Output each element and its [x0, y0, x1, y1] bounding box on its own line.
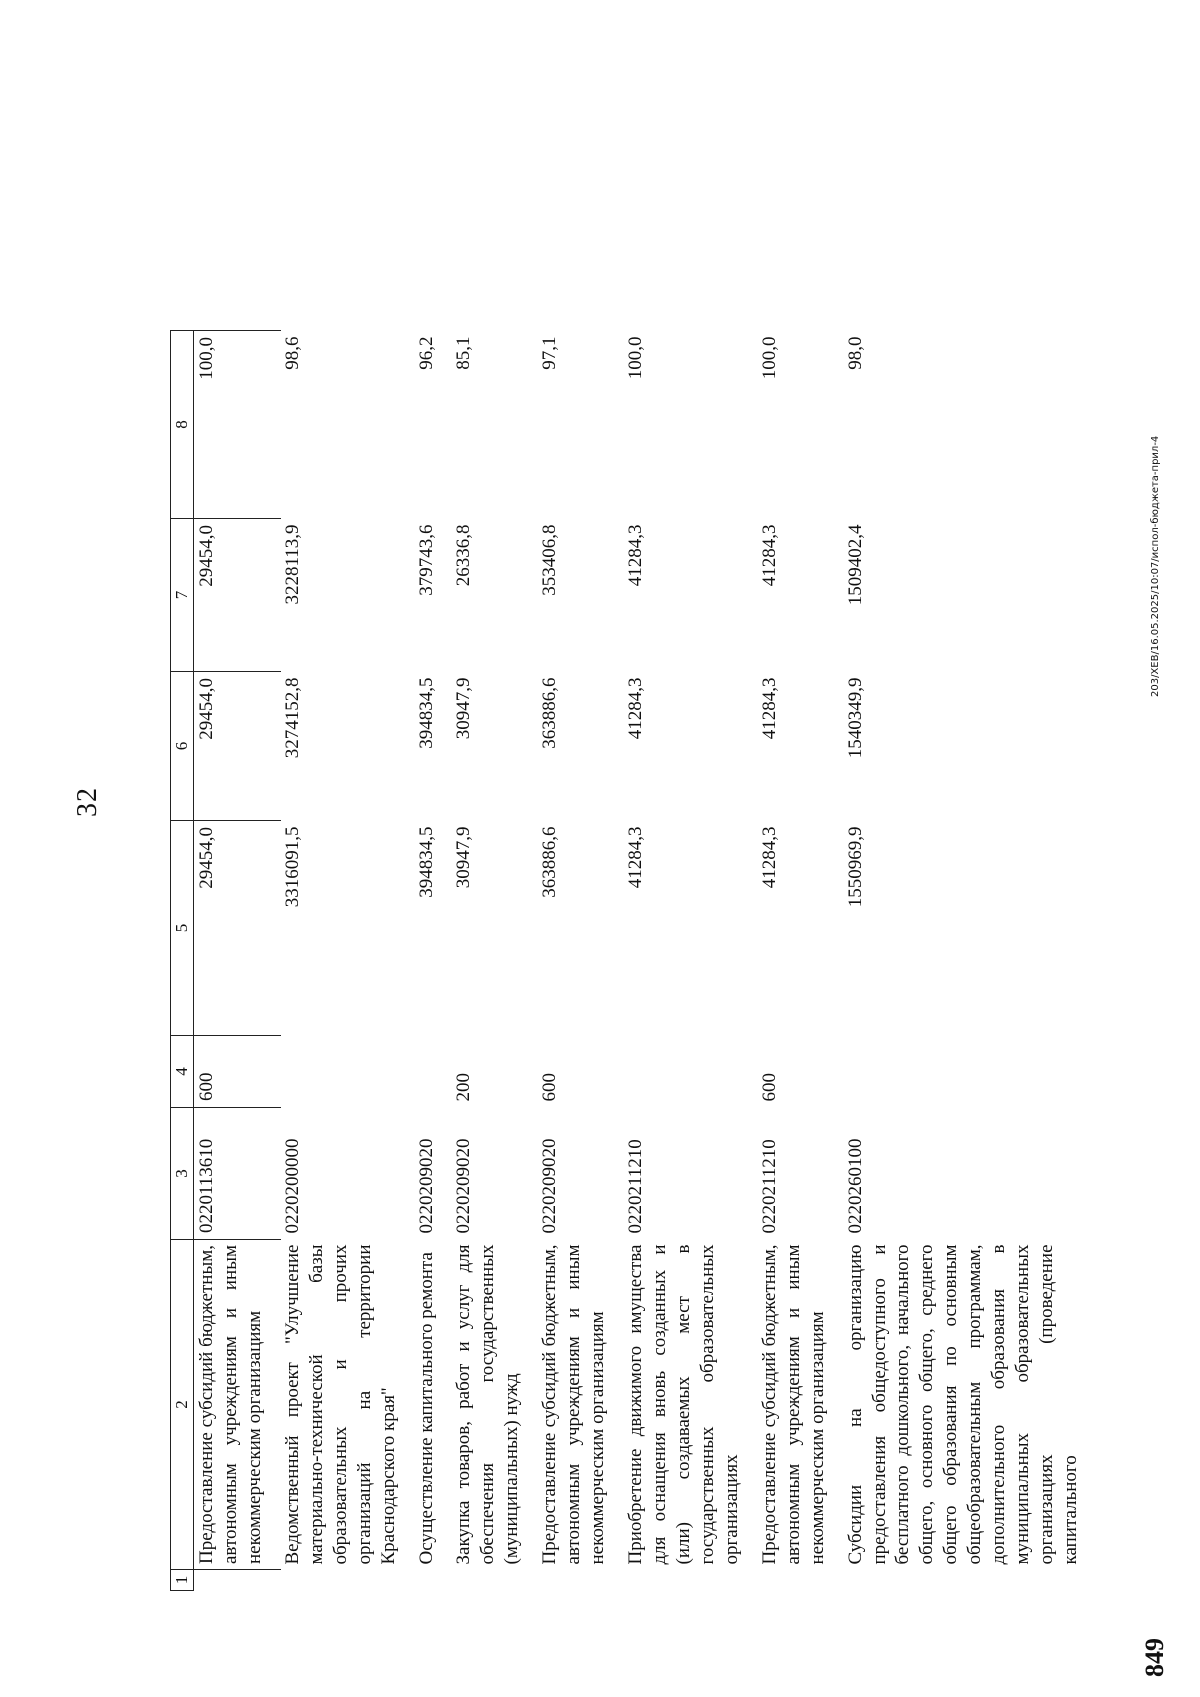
- row-value-5: 1550969,9: [844, 826, 866, 908]
- row-type: 600: [758, 1073, 780, 1102]
- row-value-8: 85,1: [453, 336, 475, 370]
- row-value-6: 3274152,8: [281, 677, 303, 759]
- header-cell-6: 6: [171, 672, 194, 821]
- row-code: 0220209020: [539, 1138, 561, 1234]
- row-type: [415, 1036, 453, 1108]
- row-value-6: 41284,3: [625, 677, 647, 740]
- row-value-6: 30947,9: [453, 677, 475, 740]
- row-value-8: 100,0: [194, 331, 281, 519]
- row-value-8: 100,0: [625, 336, 647, 380]
- header-cell-4: 4: [171, 1036, 194, 1108]
- row-value-8: 96,2: [415, 336, 437, 370]
- row-value-7: 353406,8: [539, 524, 561, 596]
- row-code: 0220200000: [281, 1138, 303, 1234]
- row-value-7: 41284,3: [758, 524, 780, 587]
- row-code: 0220209020: [415, 1138, 437, 1234]
- row-value-8: 97,1: [539, 336, 561, 370]
- row-value-7: 3228113,9: [281, 524, 303, 605]
- budget-table: [170, 330, 1097, 1591]
- row-name: Осуществление капитального ремонта: [415, 1252, 437, 1565]
- row-value-5: 394834,5: [415, 826, 437, 898]
- row-value-5: 30947,9: [453, 826, 475, 889]
- row-value-7: 29454,0: [194, 519, 281, 672]
- row-value-8: 100,0: [758, 336, 780, 380]
- row-value-8: 98,6: [281, 336, 303, 370]
- row-code: 0220211210: [758, 1139, 780, 1234]
- header-cell-7: 7: [171, 519, 194, 672]
- row-value-7: 1509402,4: [844, 524, 866, 606]
- row-value-6: 1540349,9: [844, 677, 866, 759]
- table-row: [194, 331, 281, 1591]
- row-type: 600: [194, 1036, 281, 1108]
- row-type: 200: [453, 1073, 475, 1102]
- table-row: [844, 331, 1097, 1591]
- header-cell-8: 8: [171, 331, 194, 519]
- row-name: Приобретение движимого имущества для оснащения вновь созданных и (или) создаваемых мест в государственных образовательных организациях: [625, 1244, 742, 1565]
- row-type: [844, 1036, 1097, 1108]
- row-code: 0220209020: [453, 1138, 475, 1234]
- row-name: Предоставление субсидий бюджетным, автономным учреждениям и иным некоммерческим организациям: [539, 1244, 609, 1565]
- row-type: 600: [539, 1073, 561, 1102]
- row-code: 0220260100: [844, 1138, 866, 1234]
- page-number: 32: [72, 787, 103, 817]
- row-name: Закупка товаров, работ и услуг для обеспечения государственных (муниципальных) нужд: [453, 1244, 523, 1565]
- row-value-6: 41284,3: [758, 677, 780, 740]
- row-type: [281, 1036, 415, 1108]
- sheet-number: 849: [1140, 1638, 1169, 1677]
- row-value-6: 29454,0: [194, 672, 281, 821]
- row-value-8: 98,0: [844, 336, 866, 370]
- row-value-6: 394834,5: [415, 677, 437, 749]
- header-cell-5: 5: [171, 821, 194, 1036]
- header-row: [171, 331, 194, 1591]
- row-value-6: 363886,6: [539, 677, 561, 749]
- row-value-7: 41284,3: [625, 524, 647, 587]
- table-row: [624, 331, 758, 1591]
- row-value-5: 3316091,5: [281, 826, 303, 908]
- row-value-5: 29454,0: [194, 821, 281, 1036]
- header-cell-2: 2: [171, 1240, 194, 1570]
- table-row: [281, 331, 415, 1591]
- header-cell-3: 3: [171, 1108, 194, 1240]
- row-name: Ведомственный проект "Улучшение материально-технической базы образовательных и прочих организаций на территории Краснодарского края": [281, 1244, 399, 1565]
- header-cell-1: 1: [171, 1570, 194, 1591]
- row-type: [624, 1036, 758, 1108]
- row-name: Субсидии на организацию предоставления общедоступного и бесплатного дошкольного, начального общего, основного общего, среднего общего образования по основным общеобразовательным программам, дополнительного образования в муниципальных образовательных организациях (проведение капитального: [844, 1244, 1081, 1565]
- row-value-5: 41284,3: [758, 826, 780, 889]
- table-row: [452, 331, 538, 1591]
- table-row: [415, 331, 453, 1591]
- row-value-5: 363886,6: [539, 826, 561, 898]
- row-name: Предоставление субсидий бюджетным, автономным учреждениям и иным некоммерческим организациям: [758, 1244, 828, 1565]
- row-value-5: 41284,3: [625, 826, 647, 889]
- row-code: 0220113610: [194, 1108, 281, 1240]
- table-row: [758, 331, 844, 1591]
- table-row: [538, 331, 624, 1591]
- row-value-7: 26336,8: [453, 524, 475, 587]
- row-value-7: 379743,6: [415, 524, 437, 596]
- footer-document-code: 203/ХЕВ/16.05.2025/10:07/испол-бюджета-прил-4: [1150, 435, 1161, 697]
- row-code: 0220211210: [625, 1139, 647, 1234]
- row-name: Предоставление субсидий бюджетным, автономным учреждениям и иным некоммерческим организациям: [194, 1240, 281, 1570]
